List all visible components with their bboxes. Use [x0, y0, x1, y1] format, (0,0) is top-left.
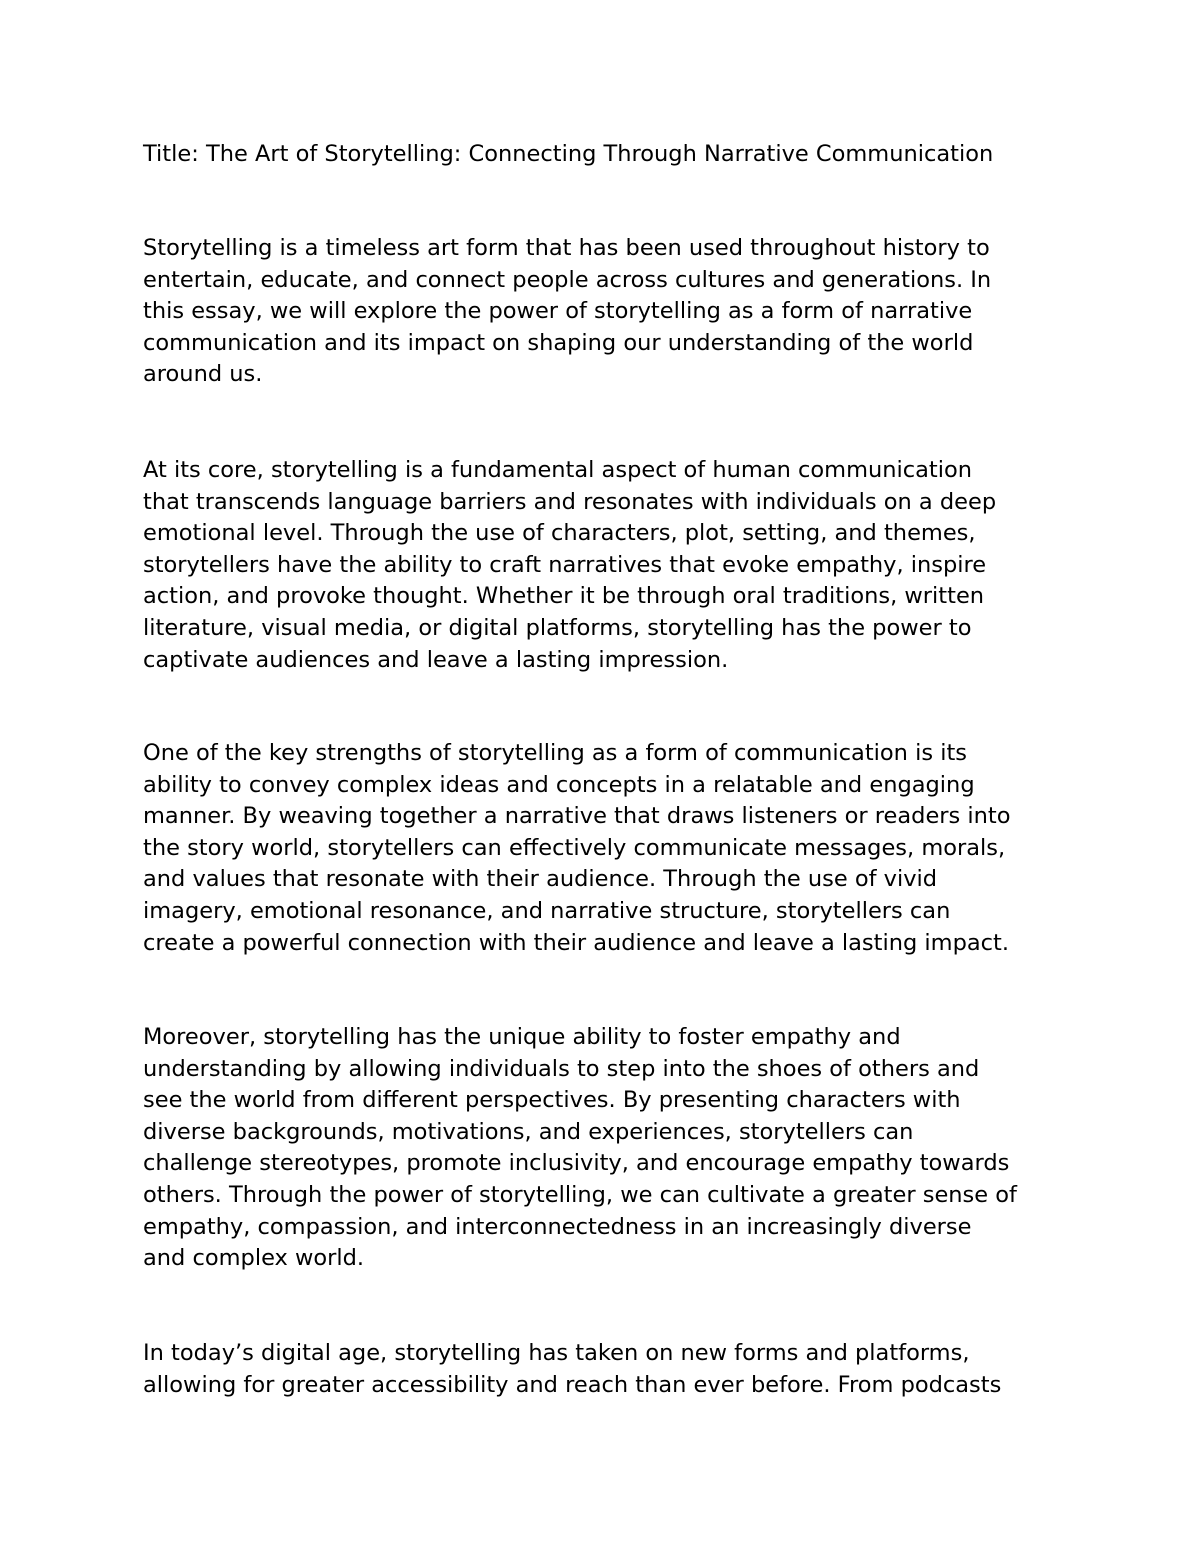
paragraph-2	[143, 455, 1083, 676]
title-line: Title: The Art of Storytelling: Connecting Through Narrative Communication	[143, 141, 994, 167]
paragraph-line: allowing for greater accessibility and reach than ever before. From podcasts	[143, 1371, 1002, 1398]
paragraph-line: others. Through the power of storytelling, we can cultivate a greater sense of	[143, 1181, 1017, 1208]
paragraph-line: Storytelling is a timeless art form that has been used throughout history to	[143, 235, 990, 261]
paragraph-line: diverse backgrounds, motivations, and experiences, storytellers can	[143, 1118, 914, 1145]
paragraph-line: Moreover, storytelling has the unique ability to foster empathy and	[143, 1024, 901, 1050]
paragraph-line: create a powerful connection with their audience and leave a lasting impact.	[143, 929, 1010, 956]
paragraph-line: the story world, storytellers can effectively communicate messages, morals,	[143, 834, 1006, 861]
paragraph-line: imagery, emotional resonance, and narrative structure, storytellers can	[143, 897, 951, 924]
paragraph-line: One of the key strengths of storytelling as a form of communication is its	[143, 740, 968, 766]
paragraph-line: storytellers have the ability to craft narratives that evoke empathy, inspire	[143, 551, 987, 578]
paragraph-line: that transcends language barriers and resonates with individuals on a deep	[143, 488, 997, 515]
paragraph-line: captivate audiences and leave a lasting impression.	[143, 646, 729, 673]
paragraph-line: this essay, we will explore the power of storytelling as a form of narrative	[143, 298, 973, 325]
paragraph-line: entertain, educate, and connect people across cultures and generations. In	[143, 266, 992, 293]
paragraph-line: see the world from different perspectives. By presenting characters with	[143, 1087, 961, 1114]
paragraph-1	[143, 233, 1083, 391]
paragraph-line: and values that resonate with their audience. Through the use of vivid	[143, 866, 938, 893]
document-title	[143, 139, 1083, 171]
paragraph-line: communication and its impact on shaping our understanding of the world	[143, 329, 974, 356]
paragraph-line: around us.	[143, 361, 263, 388]
paragraph-3	[143, 738, 1083, 959]
paragraph-line: In today’s digital age, storytelling has taken on new forms and platforms,	[143, 1340, 970, 1366]
paragraph-line: challenge stereotypes, promote inclusivity, and encourage empathy towards	[143, 1150, 1010, 1177]
paragraph-5	[143, 1338, 1083, 1401]
paragraph-line: emotional level. Through the use of characters, plot, setting, and themes,	[143, 520, 976, 547]
paragraph-line: and complex world.	[143, 1245, 365, 1272]
paragraph-line: action, and provoke thought. Whether it be through oral traditions, written	[143, 583, 985, 610]
paragraph-line: At its core, storytelling is a fundamental aspect of human communication	[143, 457, 973, 483]
paragraph-line: literature, visual media, or digital platforms, storytelling has the power to	[143, 614, 972, 641]
paragraph-line: understanding by allowing individuals to step into the shoes of others and	[143, 1055, 980, 1082]
paragraph-line: manner. By weaving together a narrative that draws listeners or readers into	[143, 803, 1011, 830]
paragraph-line: empathy, compassion, and interconnectedness in an increasingly diverse	[143, 1213, 972, 1240]
paragraph-line: ability to convey complex ideas and concepts in a relatable and engaging	[143, 771, 975, 798]
paragraph-4	[143, 1022, 1083, 1275]
